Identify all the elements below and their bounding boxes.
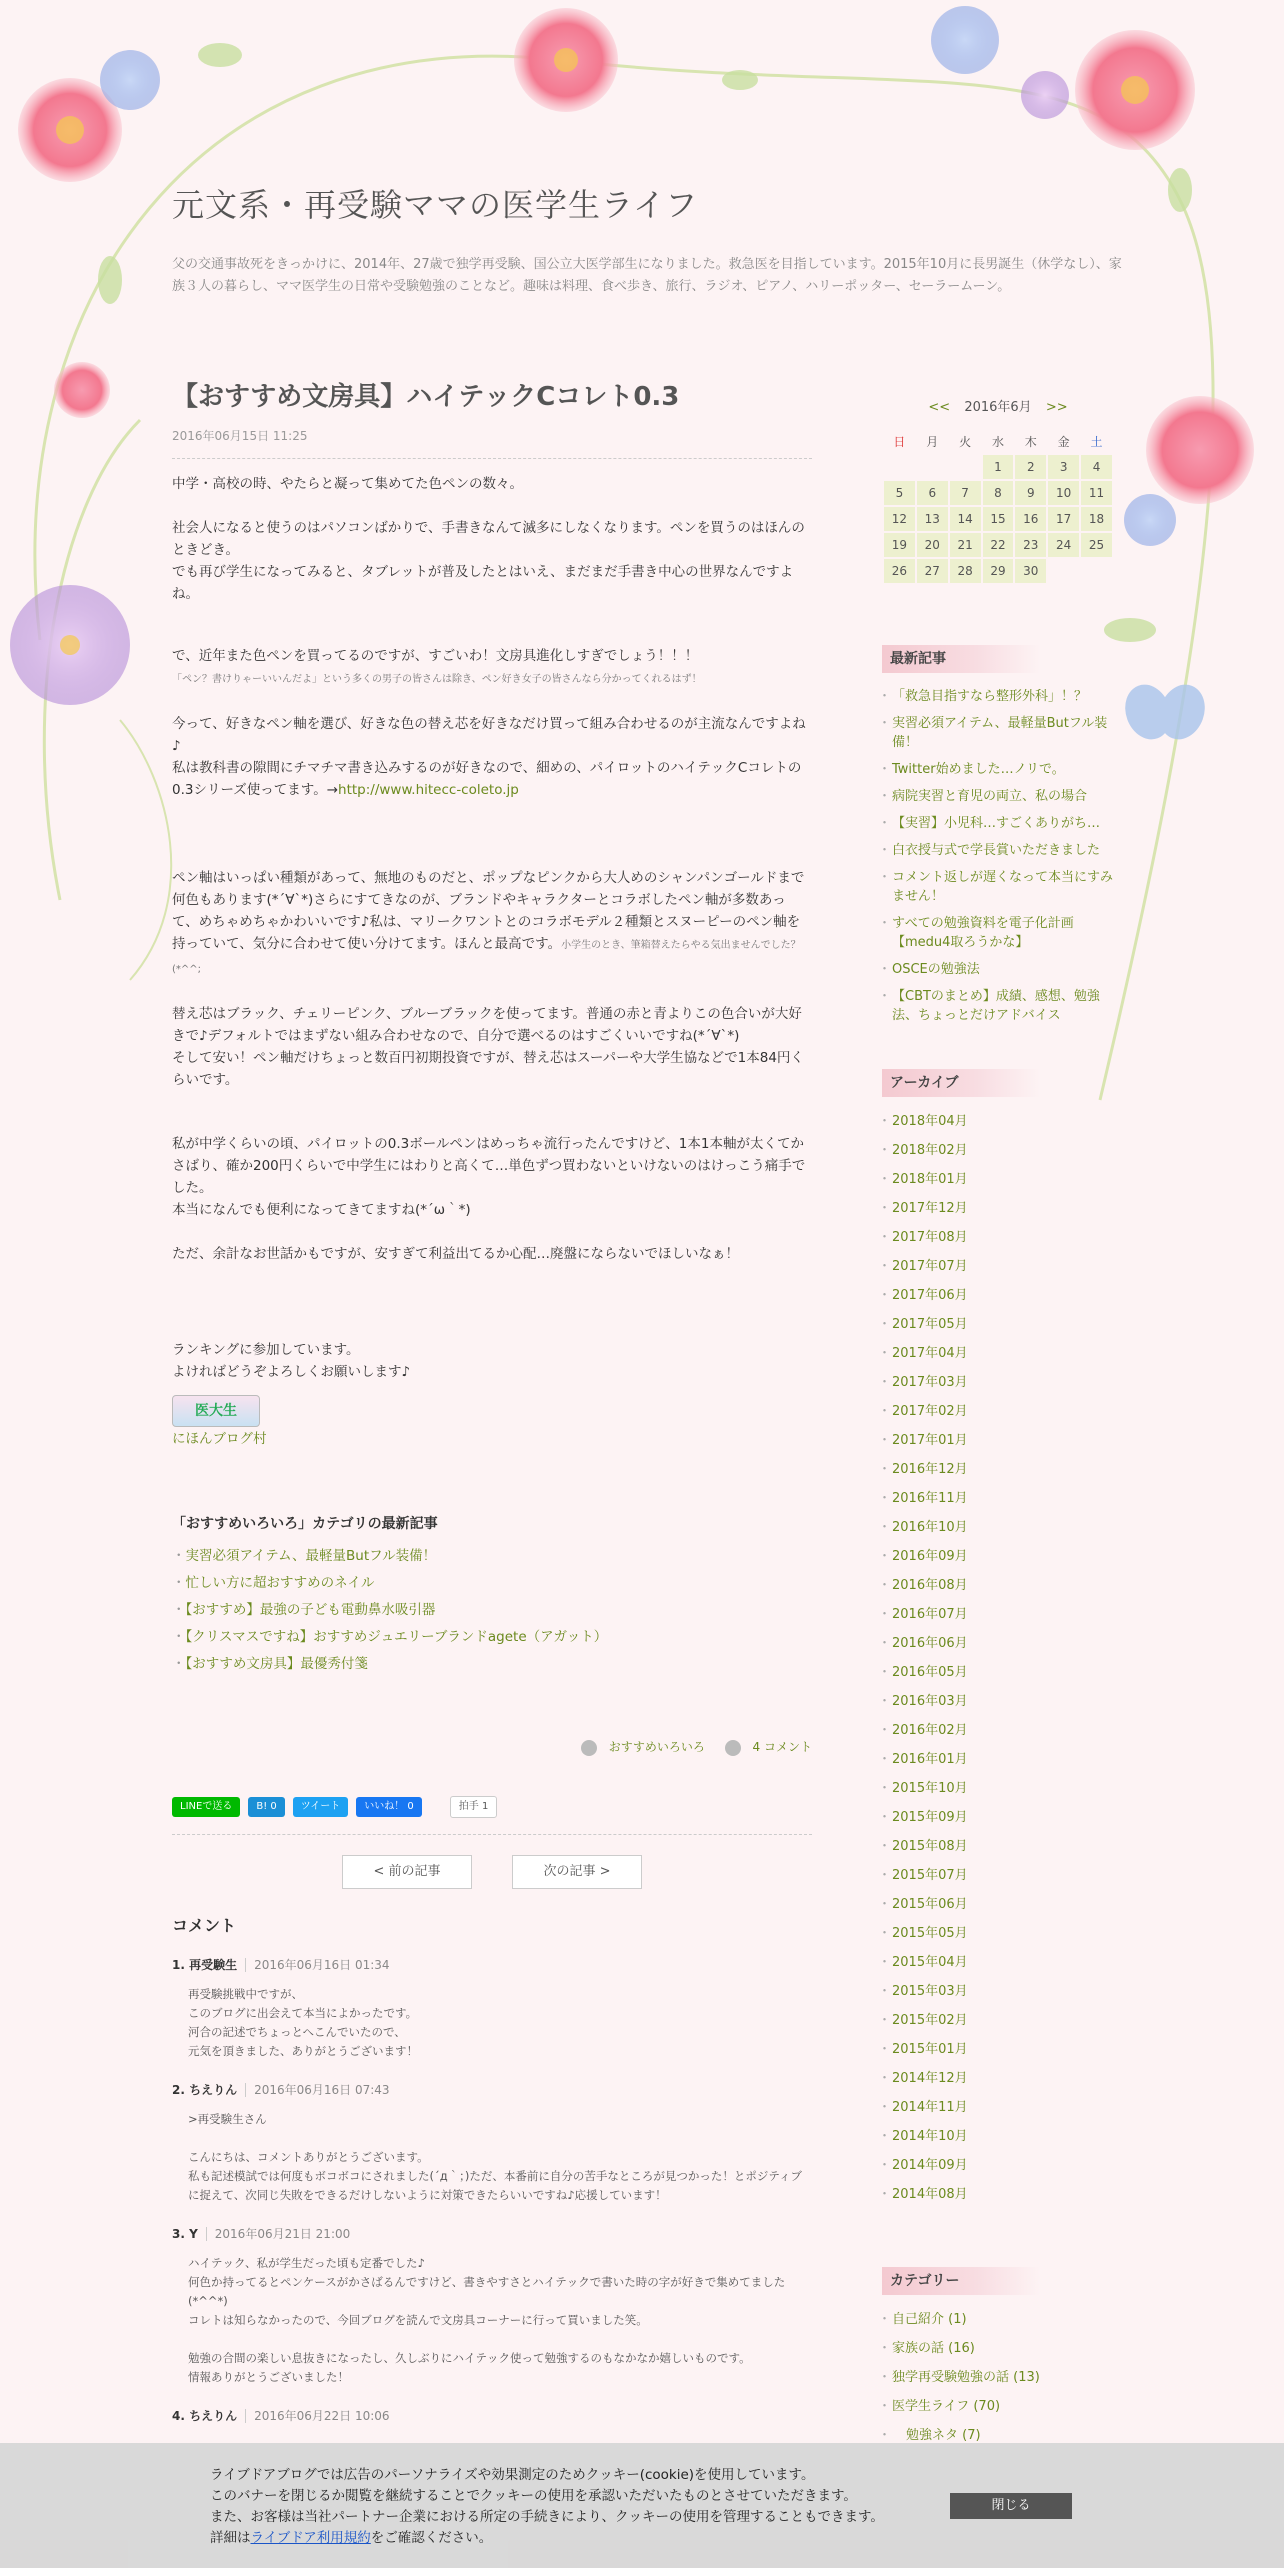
calendar-day[interactable]: 26 <box>884 559 915 583</box>
list-item[interactable]: ・ コメント返しが遅くなって本当にすみません！ <box>882 864 1114 910</box>
list-item[interactable]: ・ Twitter始めました…ノリで。 <box>882 756 1114 783</box>
paragraph: で、近年また色ペンを買ってるのですが、すごいわ！文房具進化しすぎでしょう！！！ 「ペン？書けりゃーいいんだよ」という多くの男子の皆さんは除き、ペン好き女子の皆さんなら分かってくれるはず！ <box>172 648 702 685</box>
paragraph: 私が中学くらいの頃、パイロットの0.3ボールペンはめっちゃ流行ったんですけど、1本1本軸が太くてかさばり、確か200円くらいで中学生にはわりと高くて…単色ずつ買わないといけないのはけっこう痛手でした。 本当になんでも便利になってきてますね(*´ω｀*) <box>172 1136 806 1218</box>
blog-description: 父の交通事故死をきっかけに、2014年、27歳で独学再受験、国公立大医学部生になりました。救急医を目指しています。2015年10月に長男誕生（休学なし）、家族３人の暮らし、ママ医学生の日常や受験勉強のことなど。趣味は料理、食べ歩き、旅行、ラジオ、ピアノ、ハリーポッター、セーラームーン。 <box>172 257 1122 294</box>
calendar-day[interactable]: 8 <box>983 481 1014 505</box>
comment <box>172 2407 812 2424</box>
tweet-button[interactable]: ツイート <box>293 1797 349 1817</box>
blog-title[interactable]: 元文系・再受験ママの医学生ライフ <box>172 186 699 224</box>
paragraph: 社会人になると使うのはパソコンばかりで、手書きなんて滅多にしなくなります。ペンを買うのはほんのときどき。 でも再び学生になってみると、タブレットが普及したとはいえ、まだまだ手書き中心の世界なんですよね。 <box>172 520 805 602</box>
weekday: 月 <box>926 434 939 449</box>
sidebar <box>882 396 1114 2450</box>
calendar-day[interactable]: 18 <box>1081 507 1112 531</box>
category-latest-list <box>172 1543 812 1678</box>
calendar-day[interactable]: 5 <box>884 481 915 505</box>
list-item[interactable]: ・ 【クリスマスですね】おすすめジュエリーブランドagete（アガット） <box>172 1624 812 1651</box>
calendar-day[interactable]: 1 <box>983 455 1014 479</box>
comment-icon <box>725 1740 741 1756</box>
calendar-day[interactable]: 17 <box>1048 507 1079 531</box>
post-title[interactable]: 【おすすめ文房具】ハイテックCコレト0.3 <box>172 382 680 412</box>
terms-link[interactable]: ライブドア利用規約 <box>250 2530 371 2546</box>
comments-heading: コメント <box>172 1915 237 1935</box>
archive-item[interactable]: ・ 2018年04月 <box>882 1107 1114 1136</box>
folder-icon <box>581 1740 597 1756</box>
archive-item[interactable]: ・ 2016年03月 <box>882 1687 1114 1716</box>
archive-item[interactable]: ・ 2017年06月 <box>882 1281 1114 1310</box>
calendar-title: 2016年6月 <box>964 400 1032 415</box>
post-navigation <box>172 1855 812 1889</box>
archive-item[interactable]: ・ 2017年03月 <box>882 1368 1114 1397</box>
archive-item[interactable]: ・ 2017年02月 <box>882 1397 1114 1426</box>
archive-item[interactable]: ・ 2016年11月 <box>882 1484 1114 1513</box>
calendar-prev-link[interactable]: << <box>928 400 951 415</box>
comment-date: 2016年06月22日 10:06 <box>245 2409 389 2423</box>
list-item[interactable]: ・ 実習必須アイテム、最軽量Butフル装備！ <box>882 710 1114 756</box>
calendar-day[interactable]: 29 <box>983 559 1014 583</box>
archive-item[interactable]: ・ 2015年08月 <box>882 1832 1114 1861</box>
archive-item[interactable]: ・ 2014年12月 <box>882 2064 1114 2093</box>
comment-author: 2. ちえりん <box>172 2082 238 2097</box>
category-heading: カテゴリー <box>882 2267 1040 2295</box>
archive-item[interactable]: ・ 2015年09月 <box>882 1803 1114 1832</box>
calendar-day[interactable]: 13 <box>917 507 948 531</box>
comment-author: 3. Y <box>172 2226 198 2241</box>
paragraph: 今って、好きなペン軸を選び、好きな色の替え芯を好きなだけ買って組み合わせるのが主流なんですよね♪ 私は教科書の隙間にチマチマ書き込みするのが好きなので、細めの、パイロットのハイテックCコレトの0.3シリーズ使ってます。→http://www.hitecc-coleto.jp <box>172 716 806 798</box>
paragraph: ペン軸はいっぱい種類があって、無地のものだと、ポップなピンクから大人めのシャンパンゴールドまで何色もあります(*´∀`*)さらにすてきなのが、ブランドやキャラクターとコラボしたペン軸が多数あって、めちゃめちゃかわいいです♪私は、マリークワントとのコラボモデル２種類とスヌーピーのペン軸を持っていて、気分に合わせて使い分けてます。ほんと最高です。小学生のとき、筆箱替えたらやる気出ませんでした？(*^^; <box>172 870 805 975</box>
list-item[interactable]: ・ すべての勉強資料を電子化計画【medu4取ろうかな】 <box>882 910 1114 956</box>
post-date: 2016年06月15日 11:25 <box>172 429 308 443</box>
weekday: 火 <box>959 434 972 449</box>
paragraph: 替え芯はブラック、チェリーピンク、ブルーブラックを使ってます。普通の赤と青よりこの色合いが大好きで♪デフォルトではまずない組み合わせなので、自分で選べるのはすごくいいですね(*´∀`*) そして安い！ペン軸だけちょっと数百円初期投資ですが、替え芯はスーパーや大学生協などで1本84円くらいです。 <box>172 1006 804 1088</box>
list-item[interactable]: ・ 自己紹介 (1) <box>882 2305 1114 2334</box>
calendar-day <box>950 455 981 479</box>
calendar-day <box>1048 559 1079 583</box>
hitecc-link[interactable]: http://www.hitecc-coleto.jp <box>338 782 519 798</box>
calendar-header <box>882 396 1114 415</box>
calendar-day <box>917 455 948 479</box>
archive-item[interactable]: ・ 2015年06月 <box>882 1890 1114 1919</box>
list-item[interactable]: ・ 独学再受験勉強の話 (13) <box>882 2363 1114 2392</box>
next-post-button[interactable]: 次の記事 > <box>512 1855 642 1889</box>
cookie-banner <box>0 2443 1284 2568</box>
list-item[interactable]: ・ 忙しい方に超おすすめのネイル <box>172 1570 812 1597</box>
archive-item[interactable]: ・ 2017年12月 <box>882 1194 1114 1223</box>
calendar-day <box>1081 559 1112 583</box>
clap-button[interactable]: 拍手 1 <box>450 1796 498 1818</box>
archive-item[interactable]: ・ 2015年03月 <box>882 1977 1114 2006</box>
category-latest-heading: 「おすすめいろいろ」カテゴリの最新記事 <box>172 1516 438 1532</box>
comment-date: 2016年06月21日 21:00 <box>206 2227 350 2241</box>
archive-item[interactable]: ・ 2015年04月 <box>882 1948 1114 1977</box>
archive-item[interactable]: ・ 2014年10月 <box>882 2122 1114 2151</box>
archive-item[interactable]: ・ 2015年10月 <box>882 1774 1114 1803</box>
archive-heading: アーカイブ <box>882 1069 1040 1097</box>
archive-item[interactable]: ・ 2017年07月 <box>882 1252 1114 1281</box>
calendar-day[interactable]: 11 <box>1081 481 1112 505</box>
archive-item[interactable]: ・ 2016年10月 <box>882 1513 1114 1542</box>
recent-heading: 最新記事 <box>882 645 1040 673</box>
archive-item[interactable]: ・ 2016年05月 <box>882 1658 1114 1687</box>
calendar-day[interactable]: 22 <box>983 533 1014 557</box>
calendar-day[interactable]: 16 <box>1015 507 1046 531</box>
archive-item[interactable]: ・ 2018年02月 <box>882 1136 1114 1165</box>
comment <box>172 1956 812 2061</box>
calendar-day[interactable]: 7 <box>950 481 981 505</box>
paragraph: 中学・高校の時、やたらと凝って集めてた色ペンの数々。 <box>172 476 523 492</box>
recent-list <box>882 683 1114 1029</box>
archive-item[interactable]: ・ 2014年11月 <box>882 2093 1114 2122</box>
calendar-day[interactable]: 20 <box>917 533 948 557</box>
ranking-text: ランキングに参加しています。 よければどうぞよろしくお願いします♪ <box>172 1342 411 1380</box>
comment-body: ハイテック、私が学生だった頃も定番でした♪ 何色か持ってるとペンケースがかさばるんですけど、書きやすさとハイテックで書いた時の字が好きで集めてました(*^^*) コレトは知らなかったので、今回ブログを読んで文房具コーナーに行って買いました笑。 勉強の合間の楽しい息抜きになったし、久しぶりにハイテック使って勉強するのもなかなか嬉しいものです。 情報ありがとうございました！ <box>188 2255 786 2384</box>
calendar-day[interactable]: 14 <box>950 507 981 531</box>
list-item[interactable]: ・ 勉強ネタ (7) <box>882 2421 1114 2450</box>
line-share-button[interactable]: LINEで送る <box>172 1797 240 1817</box>
archive-item[interactable]: ・ 2016年06月 <box>882 1629 1114 1658</box>
calendar-day <box>884 455 915 479</box>
list-item[interactable]: ・ 【おすすめ】最強の子ども電動鼻水吸引器 <box>172 1597 812 1624</box>
calendar-day[interactable]: 27 <box>917 559 948 583</box>
archive-item[interactable]: ・ 2015年05月 <box>882 1919 1114 1948</box>
calendar-day[interactable]: 9 <box>1015 481 1046 505</box>
archive-item[interactable]: ・ 2016年07月 <box>882 1600 1114 1629</box>
post-body <box>172 473 812 1447</box>
hatena-bookmark-button[interactable]: B! 0 <box>248 1797 284 1817</box>
weekday: 土 <box>1090 434 1103 449</box>
archive-item[interactable]: ・ 2016年01月 <box>882 1745 1114 1774</box>
divider <box>172 458 812 459</box>
paragraph: ただ、余計なお世話かもですが、安すぎて利益出てるか心配…廃盤にならないでほしいなぁ！ <box>172 1246 739 1262</box>
archive-item[interactable]: ・ 2016年02月 <box>882 1716 1114 1745</box>
comment-date: 2016年06月16日 07:43 <box>245 2083 389 2097</box>
facebook-like-button[interactable]: いいね！ 0 <box>356 1797 422 1817</box>
calendar-day[interactable]: 15 <box>983 507 1014 531</box>
post-meta <box>172 1738 812 1756</box>
comment-author: 4. ちえりん <box>172 2408 238 2423</box>
calendar-day[interactable]: 4 <box>1081 455 1112 479</box>
calendar-day[interactable]: 2 <box>1015 455 1046 479</box>
list-item[interactable]: ・ 家族の話 (16) <box>882 2334 1114 2363</box>
archive-item[interactable]: ・ 2016年12月 <box>882 1455 1114 1484</box>
weekday: 水 <box>991 434 1004 449</box>
meta-category-link[interactable]: おすすめいろいろ <box>608 1740 705 1754</box>
calendar-day[interactable]: 24 <box>1048 533 1079 557</box>
comment-body: >再受験生さん こんにちは、コメントありがとうございます。 私も記述模試では何度もボコボコにされました(´д｀；)ただ、本番前に自分の苦手なところが見つかった！とポジティブに捉えて、次同じ失敗をできるだけしないように対策できたらいいですね♪応援しています！ <box>188 2111 802 2202</box>
calendar-next-link[interactable]: >> <box>1045 400 1068 415</box>
archive-list <box>882 1107 1114 2209</box>
archive-item[interactable]: ・ 2017年08月 <box>882 1223 1114 1252</box>
archive-item[interactable]: ・ 2017年05月 <box>882 1310 1114 1339</box>
list-item[interactable]: ・ OSCEの勉強法 <box>882 956 1114 983</box>
list-item[interactable]: ・ 病院実習と育児の両立、私の場合 <box>882 783 1114 810</box>
comment <box>172 2225 812 2387</box>
archive-item[interactable]: ・ 2016年08月 <box>882 1571 1114 1600</box>
meta-comments-link[interactable]: 4 コメント <box>752 1740 812 1754</box>
archive-item[interactable]: ・ 2014年09月 <box>882 2151 1114 2180</box>
divider <box>172 1834 812 1835</box>
archive-item[interactable]: ・ 2016年09月 <box>882 1542 1114 1571</box>
list-item[interactable]: ・ 白衣授与式で学長賞いただきました <box>882 837 1114 864</box>
calendar-day[interactable]: 21 <box>950 533 981 557</box>
calendar-day[interactable]: 28 <box>950 559 981 583</box>
weekday: 日 <box>893 434 906 449</box>
blog-village-link[interactable]: にほんブログ村 <box>172 1431 267 1447</box>
category-list <box>882 2305 1114 2450</box>
archive-item[interactable]: ・ 2017年01月 <box>882 1426 1114 1455</box>
archive-item[interactable]: ・ 2014年08月 <box>882 2180 1114 2209</box>
calendar-day[interactable]: 19 <box>884 533 915 557</box>
blog-village-badge[interactable]: 医大生 <box>172 1395 260 1427</box>
social-buttons <box>172 1796 812 1818</box>
comment-date: 2016年06月16日 01:34 <box>245 1958 389 1972</box>
archive-item[interactable]: ・ 2017年04月 <box>882 1339 1114 1368</box>
cookie-text: ライブドアブログでは広告のパーソナライズや効果測定のためクッキー(cookie)を使用しています。 このバナーを閉じるか閲覧を継続することでクッキーの使用を承認いただいたものとさせていただきます。 また、お客様は当社パートナー企業における所定の手続きにより、クッキーの使用を管理することもできます。 詳細はライブドア利用規約をご確認ください。 <box>210 2467 884 2546</box>
calendar-day[interactable]: 3 <box>1048 455 1079 479</box>
comment-author: 1. 再受験生 <box>172 1957 238 1972</box>
list-item[interactable]: ・ 【CBTのまとめ】成績、感想、勉強法、ちょっとだけアドバイス <box>882 983 1114 1029</box>
prev-post-button[interactable]: < 前の記事 <box>342 1855 472 1889</box>
list-item[interactable]: ・ 【おすすめ文房具】最優秀付箋 <box>172 1651 812 1678</box>
list-item[interactable]: ・ 実習必須アイテム、最軽量Butフル装備！ <box>172 1543 812 1570</box>
calendar-day[interactable]: 25 <box>1081 533 1112 557</box>
archive-item[interactable]: ・ 2015年07月 <box>882 1861 1114 1890</box>
archive-item[interactable]: ・ 2015年02月 <box>882 2006 1114 2035</box>
list-item[interactable]: ・ 医学生ライフ (70) <box>882 2392 1114 2421</box>
calendar-day[interactable]: 12 <box>884 507 915 531</box>
comment-body: 再受験挑戦中ですが、 このブログに出会えて本当によかったです。 河合の記述でちょっとへこんでいたので、 元気を頂きました、ありがとうございます！ <box>188 1986 418 2058</box>
calendar-day[interactable]: 10 <box>1048 481 1079 505</box>
weekday: 木 <box>1024 434 1037 449</box>
list-item[interactable]: ・ 「救急目指すなら整形外科」！？ <box>882 683 1114 710</box>
archive-item[interactable]: ・ 2015年01月 <box>882 2035 1114 2064</box>
calendar <box>882 427 1114 585</box>
cookie-close-button[interactable]: 閉じる <box>950 2493 1072 2519</box>
list-item[interactable]: ・ 【実習】小児科…すごくありがち… <box>882 810 1114 837</box>
calendar-day[interactable]: 23 <box>1015 533 1046 557</box>
archive-item[interactable]: ・ 2018年01月 <box>882 1165 1114 1194</box>
article <box>172 376 812 2424</box>
calendar-day[interactable]: 30 <box>1015 559 1046 583</box>
weekday: 金 <box>1057 434 1070 449</box>
calendar-day[interactable]: 6 <box>917 481 948 505</box>
comment <box>172 2081 812 2205</box>
ranking-badge-link[interactable] <box>172 1395 812 1447</box>
